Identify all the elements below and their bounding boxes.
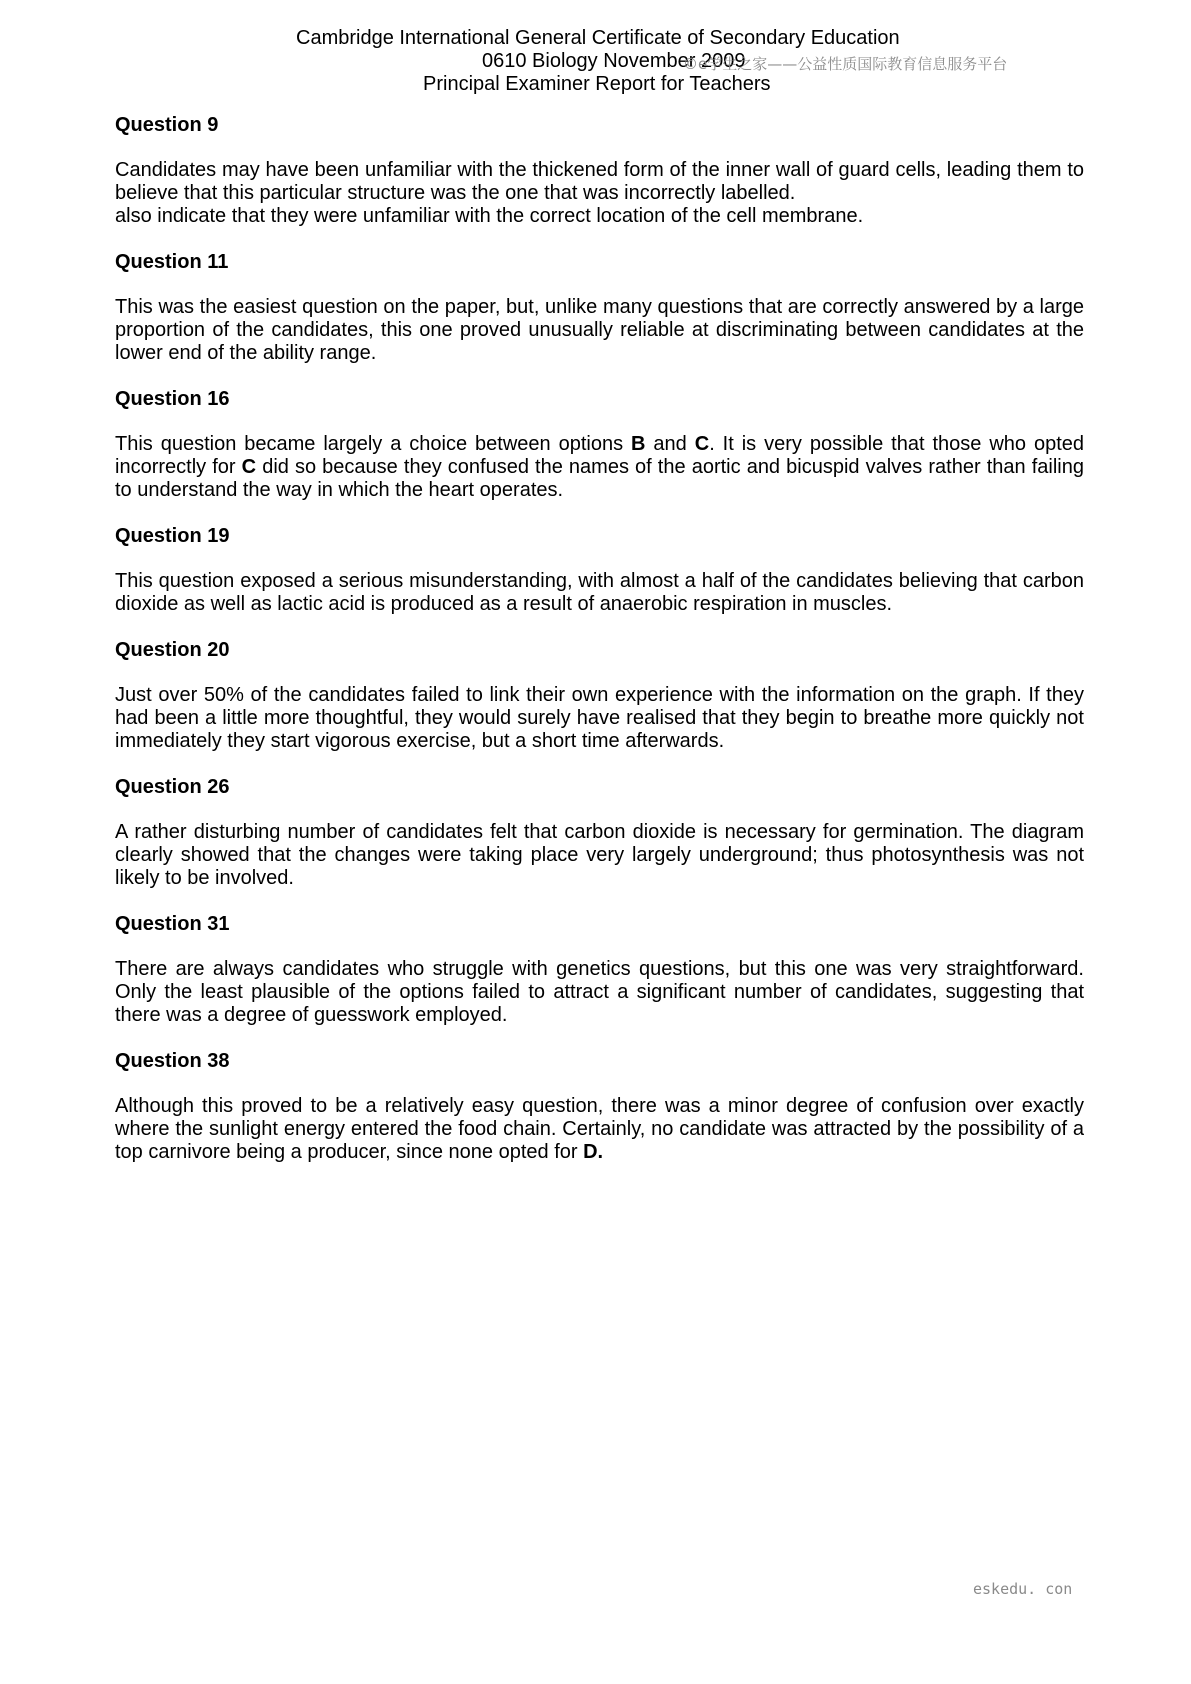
question-26 — [115, 775, 1084, 890]
question-text: did so because they confused the names of the aortic and bicuspid valves rather than failing to understand the way in which the heart operates. — [115, 456, 1084, 501]
question-text: There are always candidates who struggle with genetics questions, but this one was very straightforward. Only the least plausible of the options failed to attract a significant number of candidates, suggesting that there was a degree of guesswork employed. — [115, 958, 1084, 1026]
question-text: Just over 50% of the candidates failed to link their own experience with the information on the graph. If they had been a little more thoughtful, they would surely have realised that they begin to breathe more quickly not immediately they start vigorous exercise, but a short time afterwards. — [115, 684, 1084, 752]
question-text: Although this proved to be a relatively easy question, there was a minor degree of confusion over exactly where the sunlight energy entered the food chain. Certainly, no candidate was attracted by the possibility of a top carnivore being a producer, since none opted for — [115, 1095, 1084, 1163]
question-text: Candidates may have been unfamiliar with the thickened form of the inner wall of guard cells, leading them to believe that this particular structure was the one that was incorrectly labelled. — [115, 159, 1084, 204]
question-body — [115, 958, 1084, 1027]
question-title: Question 38 — [115, 1050, 230, 1072]
question-38 — [115, 1049, 1084, 1164]
question-11 — [115, 250, 1084, 365]
header-qualification: Cambridge International General Certificate of Secondary Education — [296, 27, 900, 49]
question-body — [115, 296, 1084, 365]
question-title: Question 19 — [115, 525, 230, 547]
question-title: Question 11 — [115, 251, 229, 273]
question-text: and — [645, 433, 695, 455]
header-syllabus: 0610 Biology November 2009 — [482, 50, 746, 72]
question-19 — [115, 524, 1084, 616]
option-label: C — [241, 456, 257, 478]
question-text: also indicate that they were unfamiliar with the correct location of the cell membrane. — [115, 205, 864, 227]
question-body — [115, 159, 1084, 228]
option-label: B — [631, 433, 646, 455]
watermark-text: ©e学生之家——公益性质国际教育信息服务平台 — [683, 55, 1008, 73]
question-20 — [115, 638, 1084, 753]
option-label: D. — [583, 1141, 604, 1163]
header-report-title: Principal Examiner Report for Teachers — [423, 73, 771, 95]
footer-watermark: eskedu. con — [973, 1580, 1073, 1598]
question-text: . It is very possible that those who opted incorrectly for — [115, 433, 1084, 478]
question-text: A rather disturbing number of candidates felt that carbon dioxide is necessary for germination. The diagram clearly showed that the changes were taking place very largely underground; thus photosynthesis was not likely to be involved. — [115, 821, 1084, 889]
question-text: This was the easiest question on the paper, but, unlike many questions that are correctly answered by a large proportion of the candidates, this one proved unusually reliable at discriminating between candidates at the lower end of the ability range. — [115, 296, 1084, 364]
report-content — [115, 113, 1084, 1186]
question-31 — [115, 912, 1084, 1027]
question-title: Question 26 — [115, 776, 230, 798]
question-text: This question became largely a choice between options — [115, 433, 632, 455]
question-body — [115, 1095, 1084, 1164]
question-title: Question 9 — [115, 114, 219, 136]
question-title: Question 31 — [115, 913, 230, 935]
question-body — [115, 570, 1084, 616]
question-text: This question exposed a serious misunderstanding, with almost a half of the candidates believing that carbon dioxide as well as lactic acid is produced as a result of anaerobic respiration in muscles. — [115, 570, 1084, 615]
question-body — [115, 821, 1084, 890]
question-body — [115, 433, 1084, 502]
question-16 — [115, 387, 1084, 502]
question-title: Question 20 — [115, 639, 230, 661]
question-title: Question 16 — [115, 388, 230, 410]
question-9 — [115, 113, 1084, 228]
option-label: C — [694, 433, 710, 455]
question-body — [115, 684, 1084, 753]
